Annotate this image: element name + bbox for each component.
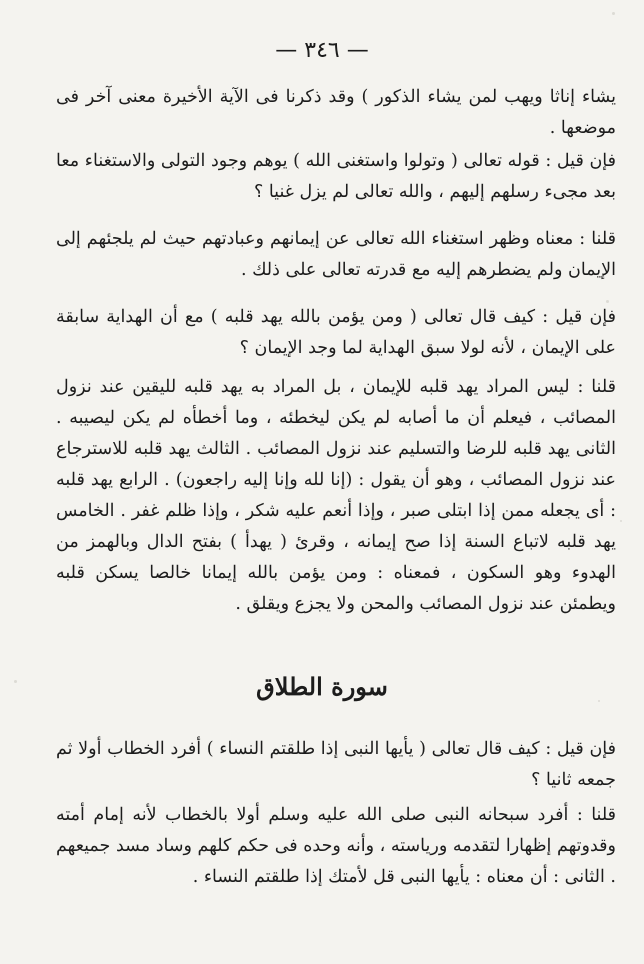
paragraph-text: قلنا : ليس المراد يهد قلبه للإيمان ، بل المراد به يهد قلبه لليقين عند نزول المصائب ، فيعلم أن ما أصابه لم يكن ليخطئه ، وما أخطأه لم يكن ليصيبه . الثانى يهد قلبه للرضا والتسليم عند نزول المصائب . الثالث يهد قلبه للاسترجاع عند نزول المصائب ، وهو أن يقول : (إنا لله وإنا إليه راجعون) . الرابع يهد قلبه : أى يجعله ممن إذا ابتلى صبر ، وإذا أنعم عليه شكر ، وإذا ظلم غفر . الخامس يهد قلبه لاتباع السنة إذا صح إيمانه ، وقرئ ( يهدأ ) بفتح الدال وبالهمز من الهدوء وهو السكون ، فمعناه : ومن يؤمن بالله إيمانا خالصا يسكن قلبه ويطمئن عند نزول المصائب والمحن ولا يجزع ويقلق . bbox=[56, 377, 616, 614]
paragraph-text: فإن قيل : قوله تعالى ( وتولوا واستغنى الله ) يوهم وجود التولى والاستغناء معا بعد مجىء رسلهم إليهم ، والله تعالى لم يزل غنيا ؟ bbox=[56, 151, 616, 202]
paragraph-3 bbox=[56, 224, 616, 286]
scan-speck bbox=[14, 680, 17, 683]
paragraph-1 bbox=[56, 82, 616, 144]
paragraph-5 bbox=[56, 372, 616, 620]
page-number: — ٣٤٦ — bbox=[275, 38, 369, 63]
scan-speck bbox=[606, 300, 609, 303]
paragraph-text: فإن قيل : كيف قال تعالى ( ومن يؤمن بالله يهد قلبه ) مع أن الهداية سابقة على الإيمان ، لأنه لولا سبق الهداية لما وجد الإيمان ؟ bbox=[56, 307, 616, 358]
paragraph-2 bbox=[56, 146, 616, 208]
scan-speck bbox=[612, 12, 615, 15]
paragraph-text: فإن قيل : كيف قال تعالى ( يأيها النبى إذا طلقتم النساء ) أفرد الخطاب أولا ثم جمعه ثانيا ؟ bbox=[56, 739, 616, 790]
section-title: سورة الطلاق bbox=[256, 672, 388, 701]
paragraph-4 bbox=[56, 302, 616, 364]
scan-speck bbox=[620, 520, 622, 522]
paragraph-text: قلنا : أفرد سبحانه النبى صلى الله عليه وسلم أولا بالخطاب لأنه إمام أمته وقدوتهم إظهارا لتقدمه ورياسته ، وأنه وحده فى حكم كلهم وساد مسد جميعهم . الثانى : أن معناه : يأيها النبى قل لأمتك إذا طلقتم النساء . bbox=[56, 805, 616, 887]
scan-speck bbox=[598, 700, 600, 702]
section-paragraph-1 bbox=[56, 734, 616, 796]
paragraph-text: يشاء إناثا ويهب لمن يشاء الذكور ) وقد ذكرنا فى الآية الأخيرة معنى آخر فى موضعها . bbox=[56, 87, 616, 138]
paragraph-text: قلنا : معناه وظهر استغناء الله تعالى عن إيمانهم وعبادتهم حيث لم يلجئهم إلى الإيمان ولم يضطرهم إليه مع قدرته تعالى على ذلك . bbox=[56, 229, 616, 280]
section-paragraph-2 bbox=[56, 800, 616, 893]
